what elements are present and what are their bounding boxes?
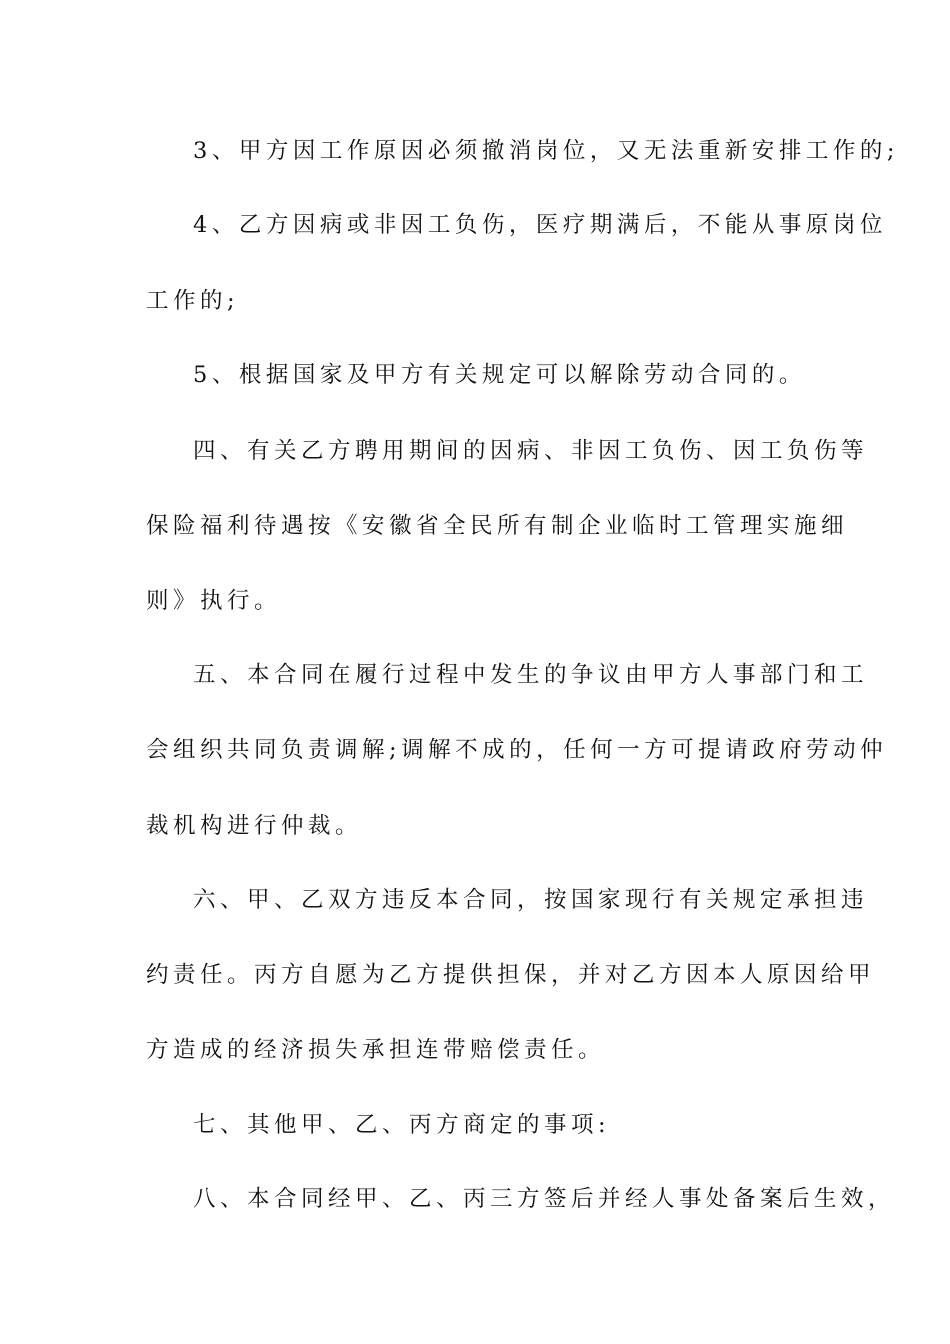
paragraph-line: 则》执行。 — [146, 588, 282, 614]
paragraph-line: 五、本合同在履行过程中发生的争议由甲方人事部门和工 — [193, 662, 869, 688]
paragraph-line: 裁机构进行仲裁。 — [146, 813, 363, 839]
paragraph-line: 方造成的经济损失承担连带赔偿责任。 — [146, 1037, 606, 1063]
paragraph-line: 四、有关乙方聘用期间的因病、非因工负伤、因工负伤等 — [193, 438, 869, 464]
paragraph-line: 约责任。丙方自愿为乙方提供担保，并对乙方因本人原因给甲 — [146, 962, 876, 988]
paragraph-line: 3、甲方因工作原因必须撤消岗位，又无法重新安排工作的; — [193, 138, 899, 164]
paragraph-line: 八、本合同经甲、乙、丙三方签后并经人事处备案后生效， — [193, 1186, 896, 1212]
paragraph-line: 保险福利待遇按《安徽省全民所有制企业临时工管理实施细 — [146, 513, 849, 539]
paragraph-line: 工作的; — [146, 288, 240, 314]
paragraph-line: 会组织共同负责调解;调解不成的，任何一方可提请政府劳动仲 — [146, 737, 888, 763]
paragraph-line: 4、乙方因病或非因工负伤，医疗期满后，不能从事原岗位 — [193, 212, 887, 238]
paragraph-line: 七、其他甲、乙、丙方商定的事项: — [193, 1112, 611, 1138]
paragraph-line: 5、根据国家及甲方有关规定可以解除劳动合同的。 — [193, 362, 806, 388]
paragraph-line: 六、甲、乙双方违反本合同，按国家现行有关规定承担违 — [193, 887, 869, 913]
